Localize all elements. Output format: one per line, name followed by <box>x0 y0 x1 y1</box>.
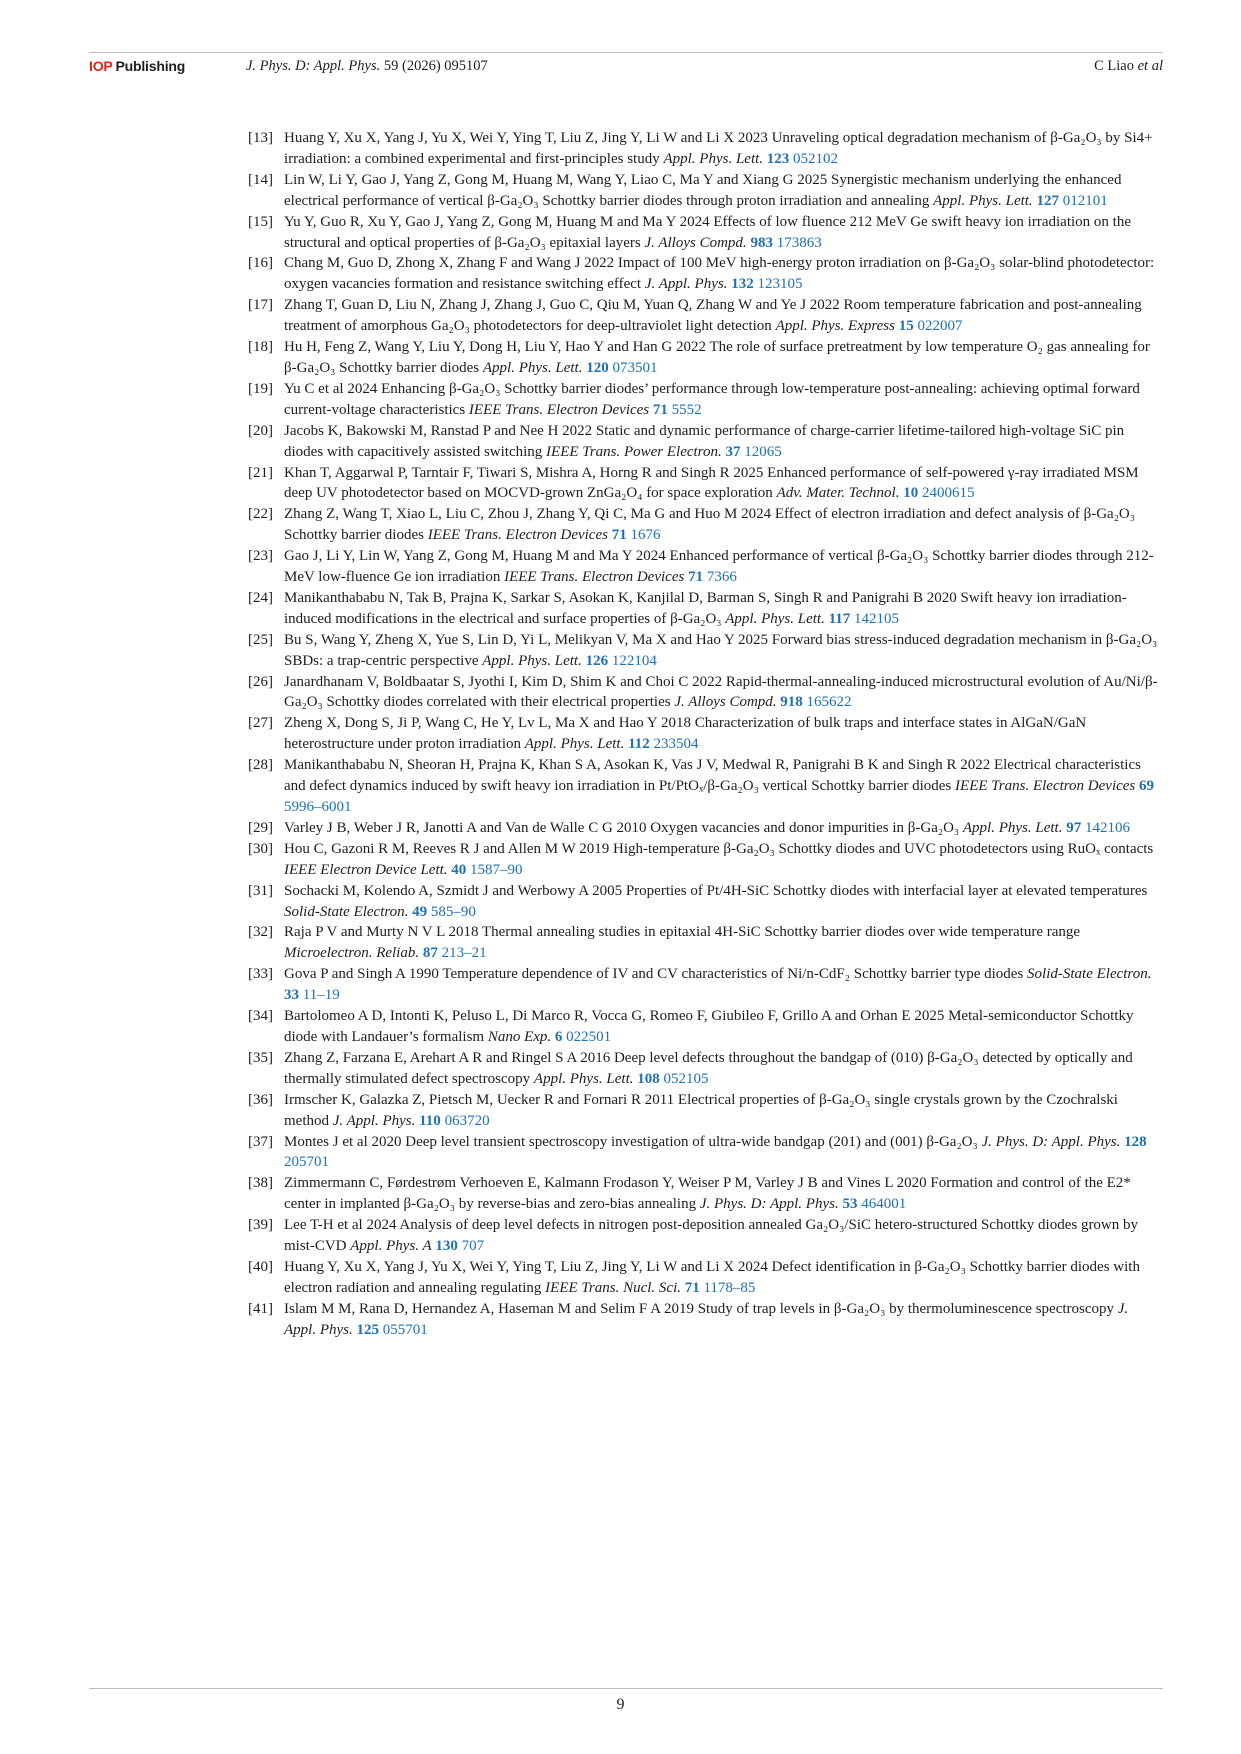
reference-item <box>248 170 1163 212</box>
reference-doi-link[interactable]: 233504 <box>653 736 699 753</box>
reference-text: Yu C et al 2024 Enhancing β-Ga₂O₃ Schottky barrier diodes’ performance through low-temperature post-annealing: achieving optimal forward current-voltage characteristics <box>284 380 1140 418</box>
reference-volume[interactable]: 69 <box>1139 778 1155 795</box>
reference-item <box>248 546 1163 588</box>
reference-volume[interactable]: 123 <box>766 150 790 167</box>
reference-item <box>248 1299 1163 1341</box>
reference-doi-link[interactable]: 1676 <box>630 527 661 544</box>
reference-text: Zhang Z, Farzana E, Arehart A R and Ringel S A 2016 Deep level defects throughout the bandgap of (010) β-Ga₂O₃ detected by optically and thermally stimulated defect spectroscopy <box>284 1049 1133 1087</box>
logo-iop-text: IOP <box>89 58 113 74</box>
reference-volume[interactable]: 128 <box>1124 1133 1147 1150</box>
reference-text: Jacobs K, Bakowski M, Ranstad P and Nee H 2022 Static and dynamic performance of charge-carrier lifetime-tailored high-voltage SiC pin diodes with capacitively assisted switching <box>284 422 1125 460</box>
reference-journal: Solid-State Electron. <box>284 903 409 920</box>
reference-doi-link[interactable]: 707 <box>461 1238 485 1255</box>
reference-doi-link[interactable]: 173863 <box>776 234 822 251</box>
reference-volume[interactable]: 108 <box>637 1070 660 1087</box>
reference-number: [34] <box>248 1008 273 1025</box>
reference-journal: Appl. Phys. Lett. <box>524 736 625 753</box>
reference-journal: Appl. Phys. Lett. <box>482 359 583 376</box>
reference-text: Huang Y, Xu X, Yang J, Yu X, Wei Y, Ying T, Liu Z, Jing Y, Li W and Li X 2024 Defect identification in β-Ga₂O₃ Schottky barrier diodes with electron radiation and annealing regulating <box>284 1258 1140 1296</box>
journal-year-article: (2026) 095107 <box>401 58 488 74</box>
reference-doi-link[interactable]: 2400615 <box>921 485 975 502</box>
reference-journal: IEEE Trans. Electron Devices <box>427 527 608 544</box>
reference-number: [15] <box>248 213 273 230</box>
reference-text: Janardhanam V, Boldbaatar S, Jyothi I, Kim D, Shim K and Choi C 2022 Rapid-thermal-annealing-induced microstructural evolution of Au/Ni/β-Ga₂O₃ Schottky diodes correlated with their electrical properties <box>284 673 1158 711</box>
reference-item <box>248 588 1163 630</box>
reference-volume[interactable]: 33 <box>284 987 299 1004</box>
reference-journal: Appl. Phys. Express <box>775 318 895 335</box>
reference-journal: Adv. Mater. Technol. <box>776 485 900 502</box>
reference-item <box>248 1257 1163 1299</box>
reference-item <box>248 295 1163 337</box>
reference-item <box>248 964 1163 1006</box>
reference-number: [37] <box>248 1133 273 1150</box>
reference-journal: J. Phys. D: Appl. Phys. <box>699 1196 839 1213</box>
reference-number: [39] <box>248 1217 273 1234</box>
reference-text: Bu S, Wang Y, Zheng X, Yue S, Lin D, Yi L, Melikyan V, Ma X and Hao Y 2025 Forward bias stress-induced degradation mechanism in β-Ga₂O₃ SBDs: a trap-centric perspective <box>284 631 1158 669</box>
reference-number: [18] <box>248 339 273 356</box>
reference-number: [21] <box>248 464 273 481</box>
journal-citation <box>246 58 488 75</box>
footer-divider <box>89 1688 1163 1689</box>
reference-text: Lin W, Li Y, Gao J, Yang Z, Gong M, Huang M, Wang Y, Liao C, Ma Y and Xiang G 2025 Synergistic mechanism underlying the enhanced electrical performance of vertical β-Ga₂O₃ Schottky barrier diodes through proton irradiation and annealing <box>284 171 1122 209</box>
reference-volume[interactable]: 126 <box>585 652 609 669</box>
reference-item <box>248 818 1163 839</box>
running-header <box>89 52 1163 83</box>
reference-number: [26] <box>248 673 273 690</box>
reference-doi-link[interactable]: 1587–90 <box>470 861 523 878</box>
reference-doi-link[interactable]: 052102 <box>793 150 839 167</box>
journal-volume: 59 <box>383 58 399 74</box>
reference-volume[interactable]: 71 <box>652 401 668 418</box>
reference-doi-link[interactable]: 122104 <box>611 652 657 669</box>
reference-journal: Appl. Phys. Lett. <box>663 150 764 167</box>
reference-item <box>248 253 1163 295</box>
reference-text: Zhang Z, Wang T, Xiao L, Liu C, Zhou J, Zhang Y, Qi C, Ma G and Huo M 2024 Effect of electron irradiation and defect analysis of β-Ga₂O₃ Schottky barrier diodes <box>284 506 1135 544</box>
reference-volume[interactable]: 40 <box>451 861 467 878</box>
reference-item <box>248 1090 1163 1132</box>
reference-journal: Nano Exp. <box>487 1028 552 1045</box>
reference-journal: J. Alloys Compd. <box>644 234 747 251</box>
reference-number: [19] <box>248 380 273 397</box>
journal-name: J. Phys. D: Appl. Phys. <box>246 58 381 74</box>
reference-list <box>248 128 1163 1341</box>
reference-text: Varley J B, Weber J R, Janotti A and Van de Walle C G 2010 Oxygen vacancies and donor impurities in β-Ga₂O₃ <box>284 819 960 836</box>
reference-doi-link[interactable]: 022501 <box>566 1028 612 1045</box>
reference-volume[interactable]: 97 <box>1066 819 1082 836</box>
reference-doi-link[interactable]: 142105 <box>854 610 900 627</box>
reference-item <box>248 421 1163 463</box>
reference-number: [17] <box>248 297 273 314</box>
reference-journal: J. Appl. Phys. <box>332 1112 416 1129</box>
reference-number: [24] <box>248 589 273 606</box>
reference-item <box>248 839 1163 881</box>
reference-text: Hou C, Gazoni R M, Reeves R J and Allen M W 2019 High-temperature β-Ga₂O₃ Schottky diodes and UVC photodetectors using RuOₓ contacts <box>284 840 1154 857</box>
reference-journal: IEEE Trans. Electron Devices <box>504 569 685 586</box>
reference-item <box>248 212 1163 254</box>
reference-doi-link[interactable]: 165622 <box>806 694 852 711</box>
reference-text: Zhang T, Guan D, Liu N, Zhang J, Zhang J, Guo C, Qiu M, Yuan Q, Zhang W and Ye J 2022 Room temperature fabrication and post-annealing treatment of amorphous Ga₂O₃ photodetectors for deep-ultraviolet light detection <box>284 297 1142 335</box>
reference-text: Yu Y, Guo R, Xu Y, Gao J, Yang Z, Gong M, Huang M and Ma Y 2024 Effects of low fluence 212 MeV Ge swift heavy ion irradiation on the structural and optical properties of β-Ga₂O₃ epitaxial layers <box>284 213 1131 251</box>
reference-number: [27] <box>248 715 273 732</box>
reference-text: Montes J et al 2020 Deep level transient spectroscopy investigation of ultra-wide bandgap (201) and (001) β-Ga₂O₃ <box>284 1133 978 1150</box>
reference-number: [36] <box>248 1091 273 1108</box>
reference-text: Hu H, Feng Z, Wang Y, Liu Y, Dong H, Liu Y, Hao Y and Han G 2022 The role of surface pretreatment by low temperature O₂ gas annealing for β-Ga₂O₃ Schottky barrier diodes <box>284 339 1150 376</box>
reference-journal: Appl. Phys. Lett. <box>933 192 1033 209</box>
reference-volume[interactable]: 125 <box>356 1321 379 1338</box>
reference-volume[interactable]: 983 <box>750 234 773 251</box>
running-authors <box>1094 58 1163 75</box>
reference-text: Gova P and Singh A 1990 Temperature dependence of IV and CV characteristics of Ni/n-CdF₂ Schottky barrier type diodes <box>284 966 1024 983</box>
reference-volume[interactable]: 87 <box>422 945 438 962</box>
reference-text: Manikanthababu N, Tak B, Prajna K, Sarkar S, Asokan K, Kanjilal D, Barman S, Singh R and Panigrahi B 2020 Swift heavy ion irradiation-induced modifications in the electrical and surface properties of β-Ga₂O₃ <box>284 589 1127 627</box>
reference-volume[interactable]: 117 <box>828 610 851 627</box>
reference-text: Gao J, Li Y, Lin W, Yang Z, Gong M, Huang M and Ma Y 2024 Enhanced performance of vertical β-Ga₂O₃ Schottky barrier diodes through 212-MeV low-fluence Ge ion irradiation <box>284 548 1154 586</box>
reference-text: Irmscher K, Galazka Z, Pietsch M, Uecker R and Fornari R 2011 Electrical properties of β-Ga₂O₃ single crystals grown by the Czochralski method <box>284 1091 1118 1129</box>
reference-doi-link[interactable]: 12065 <box>744 443 782 460</box>
reference-text: Huang Y, Xu X, Yang J, Yu X, Wei Y, Ying T, Liu Z, Jing Y, Li W and Li X 2023 Unraveling optical degradation mechanism of β-Ga₂O₃ by Si4+ irradiation: a combined experimental and first-principles study <box>284 130 1153 167</box>
reference-journal: Appl. Phys. Lett. <box>725 610 825 627</box>
reference-number: [33] <box>248 966 273 983</box>
reference-journal: Appl. Phys. Lett. <box>962 819 1063 836</box>
reference-number: [38] <box>248 1175 273 1192</box>
reference-item <box>248 881 1163 923</box>
reference-text: Manikanthababu N, Sheoran H, Prajna K, Khan S A, Asokan K, Vas J V, Medwal R, Panigrahi B K and Singh R 2022 Electrical characteristics and defect dynamics induced by swift heavy ion irradiation in Pt/PtOₓ/β-Ga₂O₃ vertical Schottky barrier diodes <box>284 757 1141 795</box>
reference-text: Islam M M, Rana D, Hernandez A, Haseman M and Selim F A 2019 Study of trap levels in β-Ga₂O₃ by thermoluminescence spectroscopy <box>284 1300 1115 1317</box>
reference-volume[interactable]: 71 <box>688 569 704 586</box>
reference-number: [35] <box>248 1049 273 1066</box>
reference-number: [28] <box>248 757 273 774</box>
reference-number: [22] <box>248 506 273 523</box>
author-name: C Liao <box>1094 58 1134 74</box>
reference-number: [31] <box>248 882 273 899</box>
reference-volume[interactable]: 53 <box>842 1196 858 1213</box>
reference-volume[interactable]: 71 <box>611 527 627 544</box>
reference-doi-link[interactable]: 464001 <box>861 1196 907 1213</box>
reference-volume[interactable]: 112 <box>628 736 650 753</box>
reference-item <box>248 755 1163 818</box>
reference-item <box>248 1173 1163 1215</box>
reference-journal: J. Alloys Compd. <box>674 694 777 711</box>
reference-doi-link[interactable]: 022007 <box>917 318 963 335</box>
reference-volume[interactable]: 71 <box>684 1279 700 1296</box>
reference-text: Bartolomeo A D, Intonti K, Peluso L, Di Marco R, Vocca G, Romeo F, Giubileo F, Grillo A and Orhan E 2025 Metal-semiconductor Schottky diode with Landauer’s formalism <box>284 1008 1134 1045</box>
reference-volume[interactable]: 10 <box>903 485 919 502</box>
reference-doi-link[interactable]: 585–90 <box>430 903 476 920</box>
reference-volume[interactable]: 132 <box>731 276 754 293</box>
reference-doi-link[interactable]: 073501 <box>612 359 658 376</box>
reference-text: Chang M, Guo D, Zhong X, Zhang F and Wang J 2022 Impact of 100 MeV high-energy proton irradiation on β-Ga₂O₃ solar-blind photodetector: oxygen vacancies formation and resistance switching effect <box>284 255 1155 293</box>
reference-text: Khan T, Aggarwal P, Tarntair F, Tiwari S, Mishra A, Horng R and Singh R 2025 Enhanced performance of self-powered γ-ray irradiated MSM deep UV photodetector based on MOCVD-grown ZnGa₂O₄ for space exploration <box>284 464 1139 502</box>
reference-doi-link[interactable]: 055701 <box>382 1321 428 1338</box>
reference-text: Lee T-H et al 2024 Analysis of deep level defects in nitrogen post-deposition annealed Ga₂O₃/SiC hetero-structured Schottky diodes grown by mist-CVD <box>284 1217 1139 1255</box>
reference-doi-link[interactable]: 213–21 <box>441 945 487 962</box>
reference-volume[interactable]: 37 <box>725 443 741 460</box>
reference-journal: J. Appl. Phys. <box>284 1300 1129 1338</box>
reference-item <box>248 630 1163 672</box>
reference-volume[interactable]: 6 <box>554 1028 563 1045</box>
reference-item <box>248 1215 1163 1257</box>
reference-volume[interactable]: 127 <box>1036 192 1059 209</box>
reference-doi-link[interactable]: 11–19 <box>302 987 340 1004</box>
reference-text: Sochacki M, Kolendo A, Szmidt J and Werbowy A 2005 Properties of Pt/4H-SiC Schottky diodes with interfacial layer at elevated temperatures <box>284 882 1148 899</box>
reference-item <box>248 672 1163 714</box>
reference-journal: Microelectron. Reliab. <box>284 945 420 962</box>
reference-number: [13] <box>248 130 273 146</box>
reference-doi-link[interactable]: 1178–85 <box>703 1279 756 1296</box>
reference-volume[interactable]: 120 <box>586 359 609 376</box>
reference-doi-link[interactable]: 052105 <box>663 1070 709 1087</box>
author-etal: et al <box>1137 58 1163 74</box>
reference-volume[interactable]: 130 <box>435 1238 458 1255</box>
reference-number: [40] <box>248 1258 273 1275</box>
reference-text: Raja P V and Murty N V L 2018 Thermal annealing studies in epitaxial 4H-SiC Schottky barrier diodes over wide temperature range <box>284 924 1081 941</box>
reference-item <box>248 922 1163 964</box>
reference-item <box>248 713 1163 755</box>
reference-volume[interactable]: 918 <box>780 694 803 711</box>
reference-number: [23] <box>248 548 273 565</box>
reference-doi-link[interactable]: 7366 <box>706 569 737 586</box>
reference-doi-link[interactable]: 063720 <box>444 1112 490 1129</box>
reference-number: [41] <box>248 1300 273 1317</box>
reference-item <box>248 1132 1163 1174</box>
page-number: 9 <box>616 1696 625 1713</box>
reference-number: [30] <box>248 840 273 857</box>
reference-item <box>248 463 1163 505</box>
reference-journal: Solid-State Electron. <box>1027 966 1152 983</box>
reference-journal: Appl. Phys. Lett. <box>533 1070 634 1087</box>
reference-number: [32] <box>248 924 273 941</box>
logo-publishing-text: Publishing <box>115 58 186 74</box>
reference-journal: IEEE Trans. Electron Devices <box>955 778 1136 795</box>
reference-number: [14] <box>248 171 273 188</box>
reference-number: [25] <box>248 631 273 648</box>
reference-item <box>248 1006 1163 1048</box>
reference-journal: J. Phys. D: Appl. Phys. <box>981 1133 1121 1150</box>
reference-journal: J. Appl. Phys. <box>644 276 728 293</box>
reference-text: Zimmermann C, Førdestrøm Verhoeven E, Kalmann Frodason Y, Weiser P M, Varley J B and Vines L 2020 Formation and control of the E2* center in implanted β-Ga₂O₃ by reverse-bias and zero-bias annealing <box>284 1175 1131 1213</box>
iop-publishing-logo[interactable] <box>89 58 185 74</box>
reference-item <box>248 504 1163 546</box>
reference-journal: Appl. Phys. A <box>350 1238 432 1255</box>
reference-journal: Appl. Phys. Lett. <box>482 652 582 669</box>
reference-doi-link[interactable]: 205701 <box>284 1154 329 1171</box>
reference-journal: IEEE Electron Device Lett. <box>284 861 448 878</box>
reference-journal: IEEE Trans. Power Electron. <box>546 443 722 460</box>
reference-journal: IEEE Trans. Electron Devices <box>468 401 650 418</box>
reference-number: [16] <box>248 255 273 272</box>
reference-volume[interactable]: 110 <box>419 1112 441 1129</box>
reference-text: Zheng X, Dong S, Ji P, Wang C, He Y, Lv L, Ma X and Hao Y 2018 Characterization of bulk traps and interface states in AlGaN/GaN heterostructure under proton irradiation <box>284 715 1087 753</box>
reference-volume[interactable]: 49 <box>412 903 428 920</box>
reference-doi-link[interactable]: 5996–6001 <box>284 799 352 815</box>
reference-journal: IEEE Trans. Nucl. Sci. <box>545 1279 681 1296</box>
reference-number: [20] <box>248 422 273 439</box>
reference-doi-link[interactable]: 142106 <box>1084 819 1130 836</box>
reference-doi-link[interactable]: 5552 <box>671 401 702 418</box>
reference-doi-link[interactable]: 012101 <box>1062 192 1108 209</box>
reference-item <box>248 1048 1163 1090</box>
reference-item <box>248 128 1163 170</box>
reference-item <box>248 379 1163 421</box>
reference-number: [29] <box>248 819 273 836</box>
reference-item <box>248 337 1163 379</box>
reference-volume[interactable]: 15 <box>898 318 914 335</box>
reference-doi-link[interactable]: 123105 <box>757 276 803 293</box>
